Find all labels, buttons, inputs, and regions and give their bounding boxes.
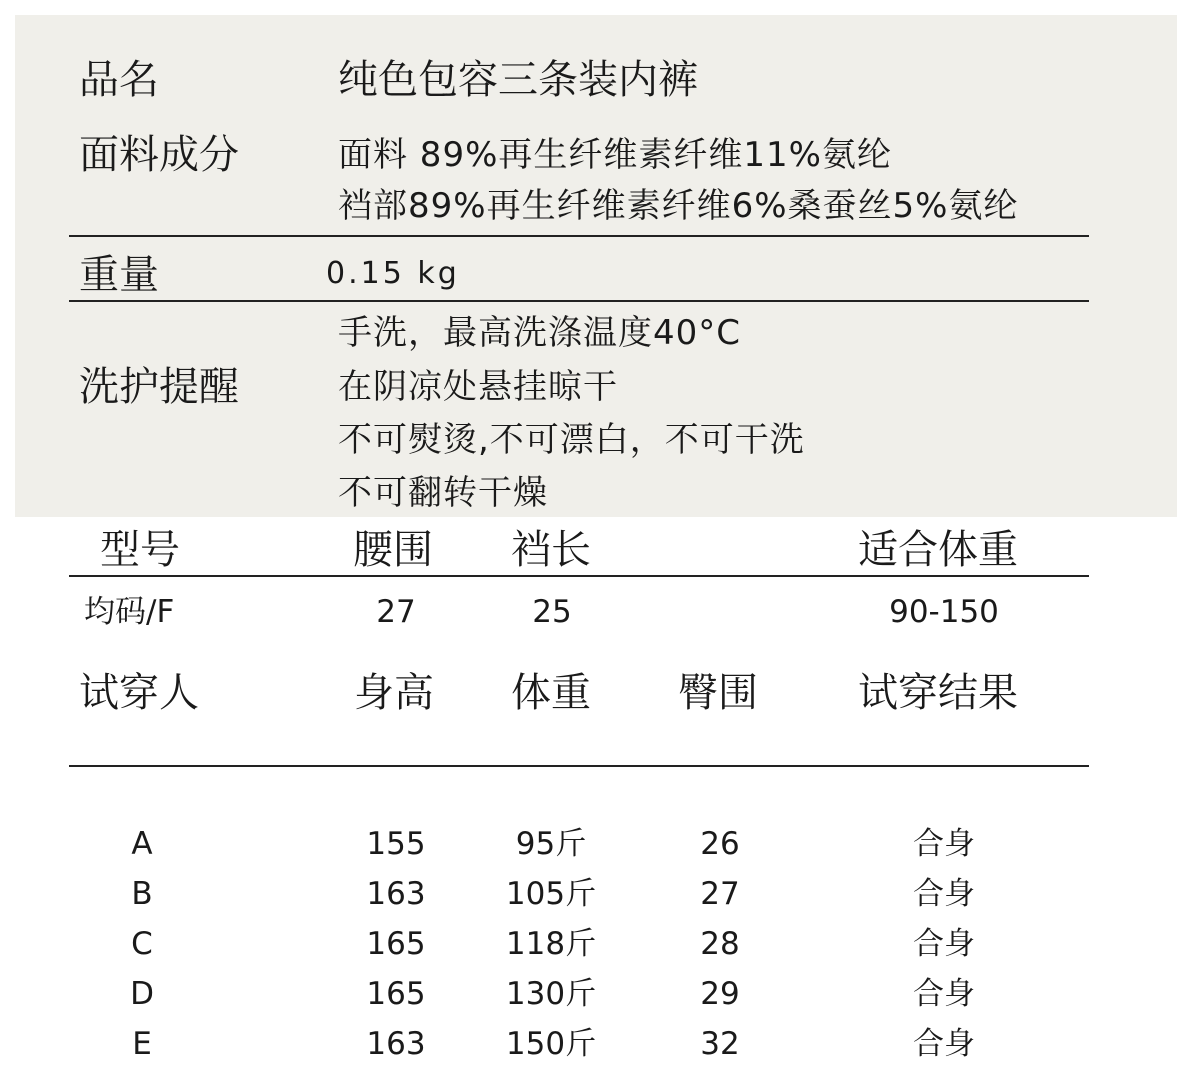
- trial-cell: A: [131, 826, 153, 862]
- trial-cell: 163: [366, 876, 426, 912]
- size-cell: 均码/F: [84, 594, 175, 630]
- trial-header: 试穿结果: [858, 670, 1018, 716]
- trial-cell: 163: [366, 1026, 426, 1062]
- weight-label: 重量: [79, 252, 159, 298]
- divider: [69, 765, 1089, 767]
- trial-cell: 合身: [913, 826, 975, 862]
- trial-cell: 26: [700, 826, 740, 862]
- size-cell: 90-150: [889, 594, 999, 630]
- size-cell: 27: [376, 594, 416, 630]
- trial-cell: 155: [366, 826, 426, 862]
- care-line: 不可翻转干燥: [338, 473, 548, 513]
- product-name-value: 纯色包容三条装内裤: [338, 57, 698, 103]
- care-line: 不可熨烫,不可漂白，不可干洗: [338, 420, 805, 460]
- trial-cell: 130斤: [505, 976, 597, 1012]
- trial-cell: 29: [700, 976, 740, 1012]
- divider: [69, 300, 1089, 302]
- divider: [69, 235, 1089, 237]
- weight-value: 0.15 kg: [326, 256, 460, 291]
- trial-cell: D: [130, 976, 154, 1012]
- fabric-line: 裆部89%再生纤维素纤维6%桑蚕丝5%氨纶: [338, 186, 1019, 226]
- divider: [69, 575, 1089, 577]
- trial-cell: C: [131, 926, 153, 962]
- size-header: 型号: [100, 527, 180, 573]
- size-header: 腰围: [353, 527, 433, 573]
- trial-cell: 合身: [913, 876, 975, 912]
- trial-cell: 27: [700, 876, 740, 912]
- trial-cell: 165: [366, 926, 426, 962]
- trial-cell: 28: [700, 926, 740, 962]
- trial-header: 身高: [354, 670, 434, 716]
- trial-cell: 165: [366, 976, 426, 1012]
- trial-cell: 95斤: [515, 826, 587, 862]
- size-header: 裆长: [511, 527, 591, 573]
- trial-cell: 合身: [913, 1026, 975, 1062]
- trial-cell: 合身: [913, 976, 975, 1012]
- trial-cell: E: [132, 1026, 152, 1062]
- size-cell: 25: [532, 594, 572, 630]
- product-name-label: 品名: [79, 57, 159, 103]
- trial-cell: B: [131, 876, 153, 912]
- fabric-line: 面料 89%再生纤维素纤维11%氨纶: [338, 135, 892, 175]
- trial-header: 体重: [511, 670, 591, 716]
- care-label: 洗护提醒: [79, 364, 239, 410]
- trial-cell: 32: [700, 1026, 740, 1062]
- trial-cell: 合身: [913, 926, 975, 962]
- fabric-label: 面料成分: [79, 132, 239, 178]
- care-line: 在阴凉处悬挂晾干: [338, 367, 618, 407]
- trial-cell: 105斤: [505, 876, 597, 912]
- trial-cell: 118斤: [505, 926, 597, 962]
- trial-header: 试穿人: [79, 670, 199, 716]
- care-line: 手洗，最高洗涤温度40°C: [338, 313, 742, 353]
- size-header: 适合体重: [858, 527, 1018, 573]
- trial-header: 臀围: [678, 670, 758, 716]
- trial-cell: 150斤: [505, 1026, 597, 1062]
